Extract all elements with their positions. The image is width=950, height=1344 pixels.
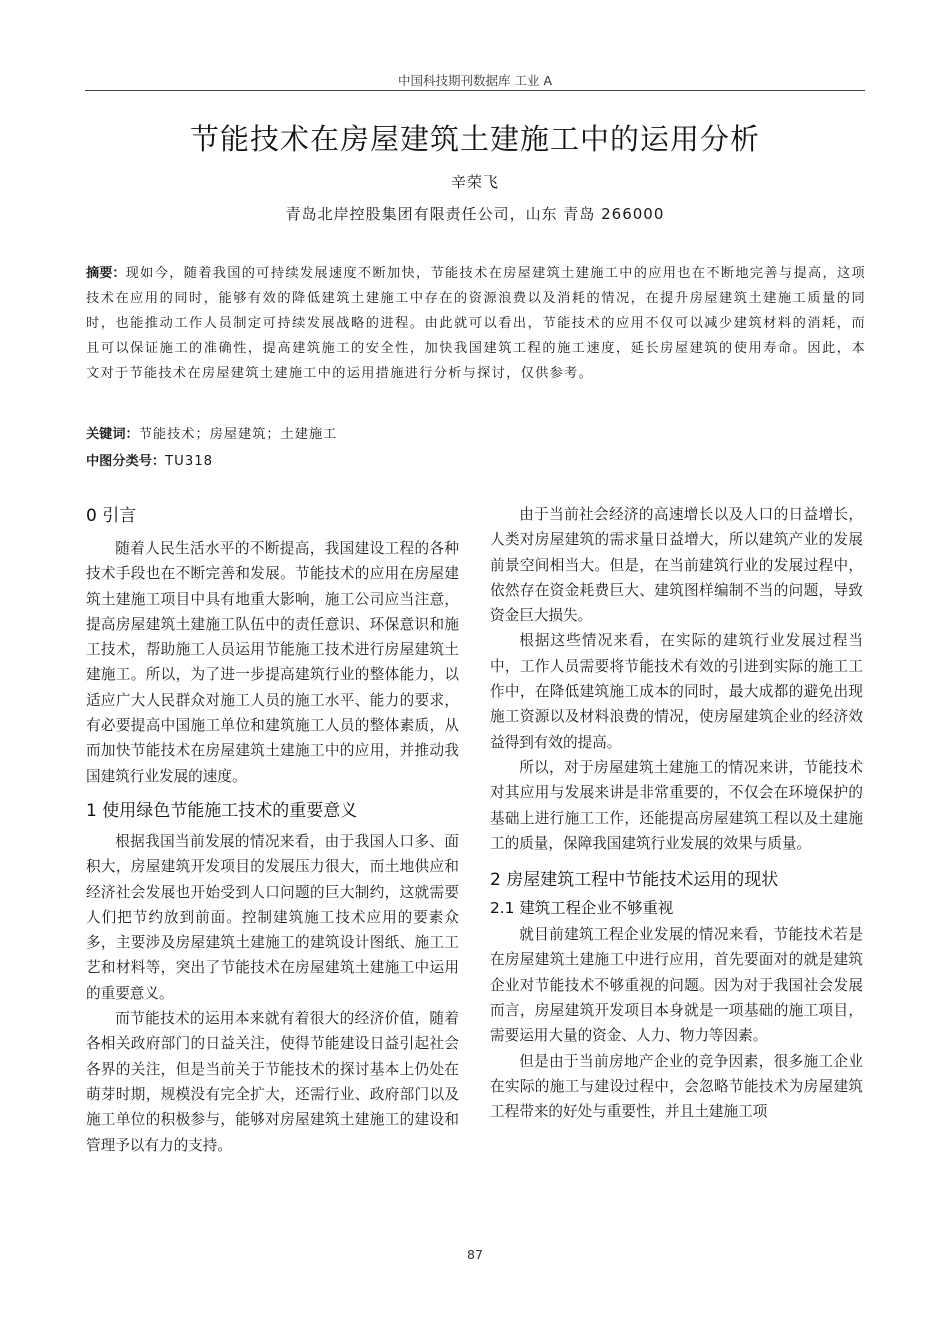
section-2-heading: 2 房屋建筑工程中节能技术运用的现状	[490, 870, 779, 891]
header-rule	[85, 90, 865, 91]
paragraph: 随着人民生活水平的不断提高，我国建设工程的各种技术手段也在不断完善和发展。节能技术的应用在房屋建筑土建施工项目中具有地重大影响，施工公司应当注意，提高房屋建筑土建施工队伍中的责任意识、环保意识和施工技术，帮助施工人员运用节能施工技术进行房屋建筑土建施工。所以，为了进一步提高建筑行业的整体能力，以适应广大人民群众对施工人员的施工水平、能力的要求，有必要提高中国施工单位和建筑施工人员的整体素质，从而加快节能技术在房屋建筑土建施工中的应用，并推动我国建筑行业发展的速度。	[86, 540, 459, 785]
right-column	[490, 502, 863, 1125]
paragraph: 但是由于当前房地产企业的竞争因素，很多施工企业在实际的施工与建设过程中，会忽略节能技术为房屋建筑工程带来的好处与重要性，并且土建施工项	[490, 1052, 863, 1121]
classification-label: 中图分类号：	[86, 454, 166, 469]
keywords-label: 关键词：	[86, 427, 139, 442]
classification	[86, 450, 866, 469]
abstract-label: 摘要：	[86, 266, 126, 281]
paragraph: 而节能技术的运用本来就有着很大的经济价值，随着各相关政府部门的日益关注，使得节能建设日益引起社会各界的关注，但是当前关于节能技术的探讨基本上仍处在萌芽时期，规模没有完全扩大，还需行业、政府部门以及施工单位的积极参与，能够对房屋建筑土建施工的建设和管理予以有力的支持。	[86, 1010, 459, 1154]
paragraph: 根据我国当前发展的情况来看，由于我国人口多、面积大，房屋建筑开发项目的发展压力很大，而土地供应和经济社会发展也开始受到人口问题的巨大制约，这就需要人们把节约放到前面。控制建筑施工技术应用的要素众多，主要涉及房屋建筑土建施工的建筑设计图纸、施工工艺和材料等，突出了节能技术在房屋建筑土建施工中运用的重要意义。	[86, 832, 459, 1002]
paragraph: 由于当前社会经济的高速增长以及人口的日益增长，人类对房屋建筑的需求量日益增大，所以建筑产业的发展前景空间相当大。但是，在当前建筑行业的发展过程中，依然存在资金耗费巨大、建筑图样编制不当的问题，导致资金巨大损失。	[490, 506, 863, 625]
running-header: 中国科技期刊数据库 工业 A	[398, 73, 552, 88]
section-0-heading: 0 引言	[86, 506, 137, 526]
keywords-text: 节能技术；房屋建筑；土建施工	[138, 427, 338, 442]
abstract	[86, 261, 866, 386]
paragraph: 就目前建筑工程企业发展的情况来看，节能技术若是在房屋建筑土建施工中进行应用，首先要面对的就是建筑企业对节能技术不够重视的问题。因为对于我国社会发展而言，房屋建筑开发项目本身就是一项基础的施工项目，需要运用大量的资金、人力、物力等因素。	[490, 926, 863, 1045]
paragraph: 所以，对于房屋建筑土建施工的情况来讲，节能技术对其应用与发展来讲是非常重要的，不仅会在环境保护的基础上进行施工工作，还能提高房屋建筑工程以及土建施工的质量，保障我国建筑行业发展的效果与质量。	[490, 758, 863, 852]
keywords	[86, 423, 866, 442]
section-1-heading: 1 使用绿色节能施工技术的重要意义	[86, 800, 358, 821]
abstract-text: 现如今，随着我国的可持续发展速度不断加快，节能技术在房屋建筑土建施工中的应用也在不断地完善与提高，这项技术在应用的同时，能够有效的降低建筑土建施工中存在的资源浪费以及消耗的情况，在提升房屋建筑土建施工质量的同时，也能推动工作人员制定可持续发展战略的进程。由此就可以看出，节能技术的应用不仅可以减少建筑材料的消耗，而且可以保证施工的准确性，提高建筑施工的安全性，加快我国建筑工程的施工速度，延长房屋建筑的使用寿命。因此，本文对于节能技术在房屋建筑土建施工中的运用措施进行分析与探讨，仅供参考。	[86, 266, 867, 381]
author-affiliation: 青岛北岸控股集团有限责任公司，山东 青岛 266000	[285, 205, 665, 223]
page-number: 87	[467, 1247, 483, 1262]
section-2-1-heading: 2.1 建筑工程企业不够重视	[490, 899, 674, 918]
paragraph: 根据这些情况来看，在实际的建筑行业发展过程当中，工作人员需要将节能技术有效的引进到实际的施工工作中，在降低建筑施工成本的同时，最大成都的避免出现施工资源以及材料浪费的情况，使房屋建筑企业的经济效益得到有效的提高。	[490, 632, 863, 751]
classification-text: TU318	[165, 454, 214, 469]
article-title: 节能技术在房屋建筑土建施工中的运用分析	[189, 122, 760, 156]
left-column	[86, 504, 459, 1158]
author-name: 辛荣飞	[450, 173, 499, 191]
